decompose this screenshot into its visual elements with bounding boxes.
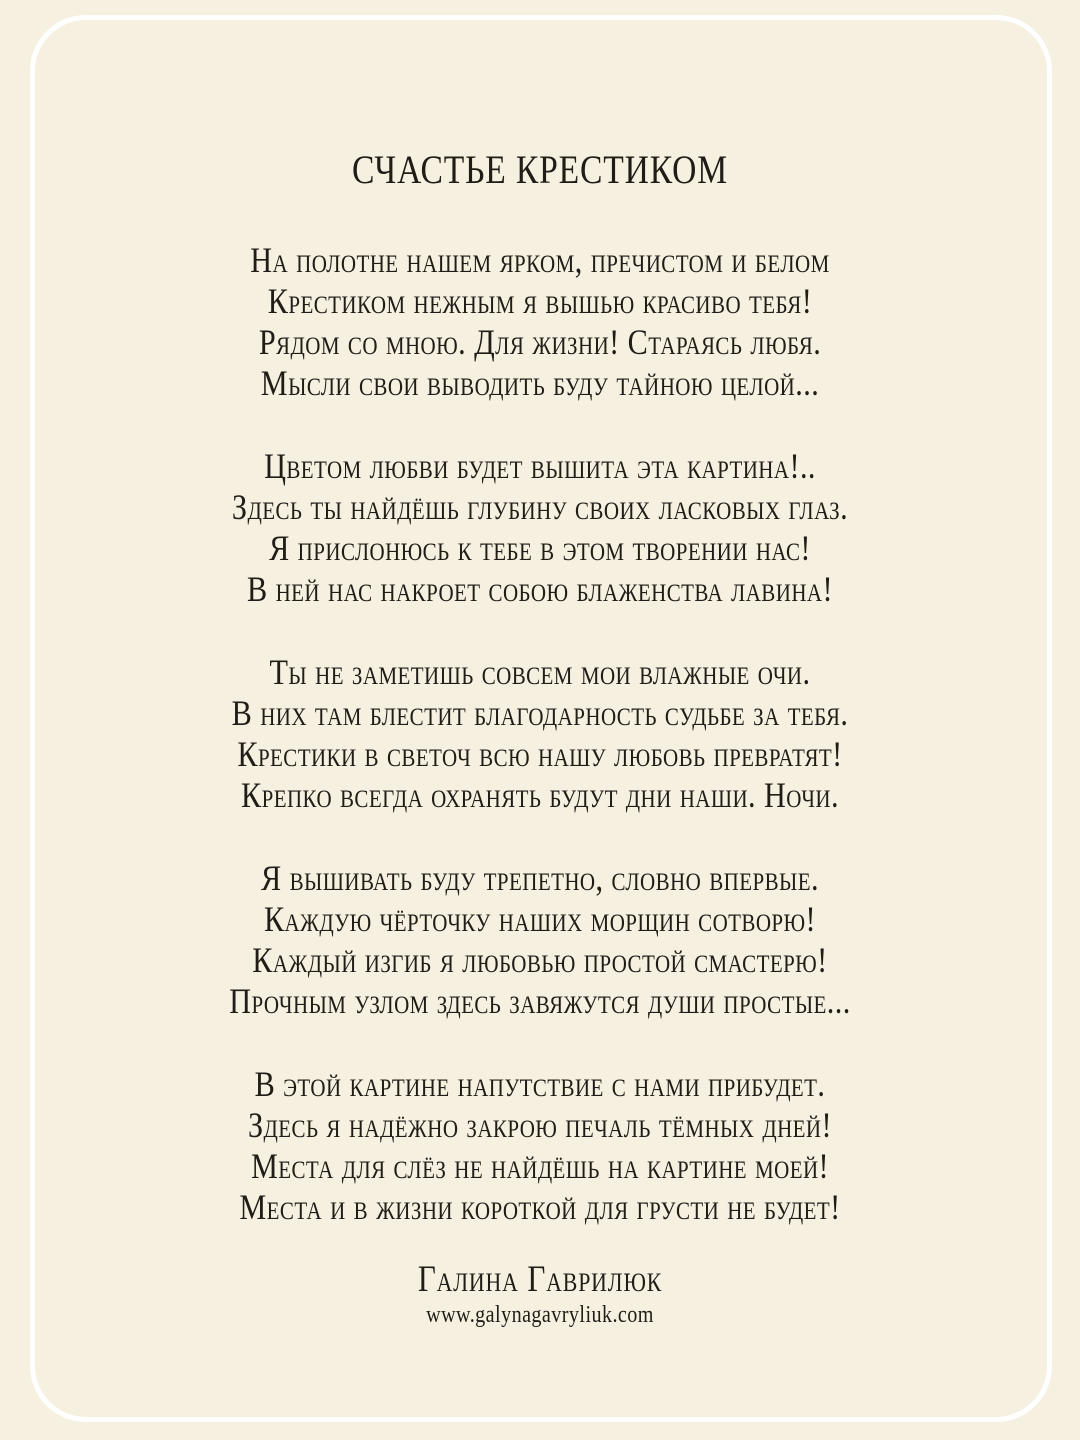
poem-line: Здесь я надёжно закрою печаль тёмных дней! bbox=[247, 1105, 833, 1145]
poem-line: Прочным узлом здесь завяжутся души простые... bbox=[229, 981, 851, 1021]
poem-line: Здесь ты найдёшь глубину своих ласковых глаз. bbox=[231, 487, 849, 527]
poem-line: В этой картине напутствие с нами прибудет. bbox=[254, 1064, 826, 1104]
stanza-2 bbox=[86, 446, 993, 610]
poem-line: Рядом со мною. Для жизни! Стараясь любя. bbox=[258, 322, 822, 362]
poem-line: Крестики в светоч всю нашу любовь превратят! bbox=[237, 734, 843, 774]
poem-line: На полотне нашем ярком, пречистом и белом bbox=[250, 240, 830, 280]
stanza-5 bbox=[86, 1064, 993, 1228]
poem-line: Каждую чёрточку наших морщин сотворю! bbox=[263, 899, 817, 939]
stanza-3 bbox=[86, 652, 993, 816]
poem-line: Каждый изгиб я любовью простой смастерю! bbox=[252, 940, 828, 980]
stanza-4 bbox=[86, 858, 993, 1022]
poem-line: Мысли свои выводить буду тайною целой... bbox=[260, 363, 820, 403]
website-url: www.galynagavryliuk.com bbox=[426, 1302, 654, 1328]
poem-line: Я прислонюсь к тебе в этом творении нас! bbox=[269, 528, 811, 568]
poem-line: Ты не заметишь совсем мои влажные очи. bbox=[269, 652, 811, 692]
author-name: Галина Гаврилюк bbox=[417, 1259, 663, 1300]
poem-line: Крестиком нежным я вышью красиво тебя! bbox=[267, 281, 813, 321]
poem-line: Я вышивать буду трепетно, словно впервые. bbox=[261, 858, 819, 898]
poem-line: Цветом любви будет вышита эта картина!.. bbox=[264, 446, 816, 486]
poem-line: Места и в жизни короткой для грусти не будет! bbox=[239, 1187, 841, 1227]
poem-title: СЧАСТЬЕ КРЕСТИКОМ bbox=[352, 147, 728, 192]
poem-line: В них там блестит благодарность судьбе за тебя. bbox=[231, 693, 849, 733]
poem-content bbox=[86, 0, 993, 1330]
poem-line: Места для слёз не найдёшь на картине моей! bbox=[250, 1146, 830, 1186]
poem-line: В ней нас накроет собою блаженства лавина! bbox=[247, 569, 833, 609]
stanza-1 bbox=[86, 240, 993, 404]
poem-body bbox=[86, 240, 993, 1228]
poem-line: Крепко всегда охранять будут дни наши. Ночи. bbox=[241, 775, 839, 815]
